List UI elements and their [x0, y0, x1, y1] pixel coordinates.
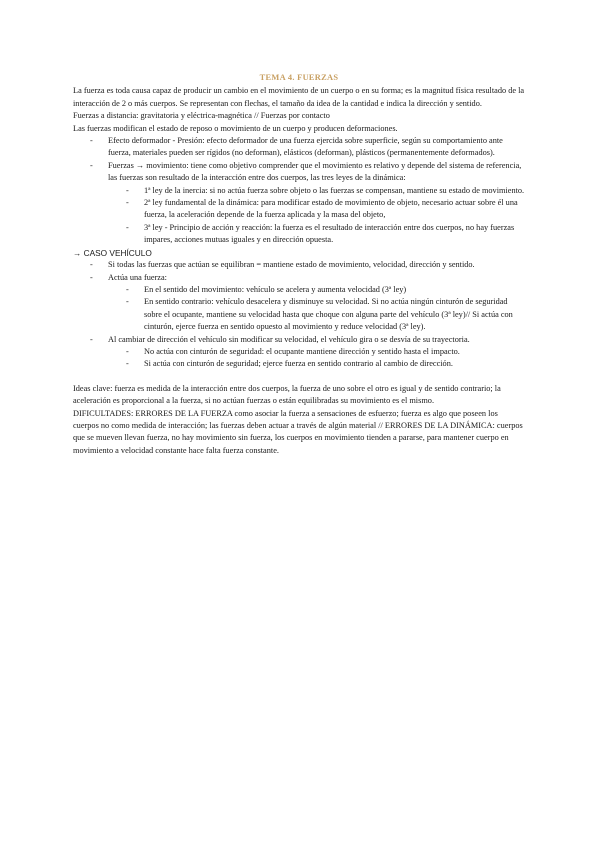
list-item: - Actúa una fuerza: [73, 272, 525, 284]
effects-list [73, 135, 525, 185]
list-item: - 2ª ley fundamental de la dinámica: para modificar estado de movimiento de objeto, necesario actuar sobre él una fuerza, la aceleración depende de la fuerza aplicada y la masa del objeto, [73, 197, 525, 222]
acts-force-list [73, 284, 525, 334]
difficulties-paragraph: DIFICULTADES: ERRORES DE LA FUERZA como asociar la fuerza a sensaciones de esfuerzo; fuerza es algo que poseen los cuerpos no como medida de interacción; las fuerzas deben actuar a través de algún material // ERRORES DE LA DINÁMICA: cuerpos que se mueven llevan fuerza, no hay movimiento sin fuerza, los cuerpos en movimiento tienden a pararse, para mantener cuerpo en movimiento a velocidad constante hace falta fuerza constante. [73, 408, 523, 455]
list-item: - 1ª ley de la inercia: si no actúa fuerza sobre objeto o las fuerzas se compensan, mantiene su estado de movimiento. [73, 185, 525, 197]
key-ideas-paragraph: Ideas clave: fuerza es medida de la interacción entre dos cuerpos, la fuerza de uno sobre el otro es igual y de sentido contrario; la aceleración es proporcional a la fuerza, si no actúan fuerzas o están equilibradas su movimiento es el mismo. [73, 383, 501, 406]
page-title: TEMA 4. FUERZAS [259, 73, 339, 82]
list-item: - Al cambiar de dirección el vehículo sin modificar su velocidad, el vehículo gira o se desvía de su trayectoria. [73, 334, 525, 346]
spacer [73, 371, 525, 383]
list-item: - En el sentido del movimiento: vehículo se acelera y aumenta velocidad (3ª ley) [73, 284, 525, 296]
force-types-line: Fuerzas a distancia: gravitatoria y eléctrica-magnética // Fuerzas por contacto [73, 111, 330, 121]
direction-list [73, 334, 525, 346]
document-body [73, 72, 525, 457]
vehicle-list [73, 259, 525, 284]
vehicle-heading: → CASO VEHÍCULO [73, 247, 152, 258]
list-item: - Si actúa con cinturón de seguridad; ejerce fuerza en sentido contrario al cambio de dirección. [73, 358, 525, 370]
list-item: - No actúa con cinturón de seguridad: el ocupante mantiene dirección y sentido hasta el impacto. [73, 346, 525, 358]
direction-items-list [73, 346, 525, 371]
list-item: - En sentido contrario: vehículo desacelera y disminuye su velocidad. Si no actúa ningún cinturón de seguridad sobre el ocupante, mantiene su velocidad hasta que choque con alguna parte del vehículo (3ª ley)// Si actúa con cinturón, ejerce fuerza en sentido opuesto al movimiento y reduce velocidad (3ª ley). [73, 296, 525, 333]
list-item: - Efecto deformador - Presión: efecto deformador de una fuerza ejercida sobre superficie, según su comportamiento ante fuerza, materiales pueden ser rígidos (no deforman), elásticos (deforman), plásticos (permanentemente deformados). [73, 135, 525, 160]
list-item: - 3ª ley - Principio de acción y reacción: la fuerza es el resultado de interacción entre dos cuerpos, no hay fuerzas impares, acciones mutuas iguales y en dirección opuesta. [73, 222, 525, 247]
list-item: - Si todas las fuerzas que actúan se equilibran = mantiene estado de movimiento, velocidad, dirección y sentido. [73, 259, 525, 271]
intro-paragraph: La fuerza es toda causa capaz de producir un cambio en el movimiento de un cuerpo o en su forma; es la magnitud física resultado de la interacción de 2 o más cuerpos. Se representan con flechas, el tamaño da idea de la cantidad e indica la dirección y sentido. [73, 86, 525, 108]
force-modify-line: Las fuerzas modifican el estado de reposo o movimiento de un cuerpo y producen deformaciones. [73, 123, 398, 133]
laws-list [73, 185, 525, 247]
list-item: - Fuerzas → movimiento: tiene como objetivo comprender que el movimiento es relativo y depende del sistema de referencia, las fuerzas son resultado de la interacción entre dos cuerpos, las tres leyes de la dinámica: [73, 160, 525, 185]
